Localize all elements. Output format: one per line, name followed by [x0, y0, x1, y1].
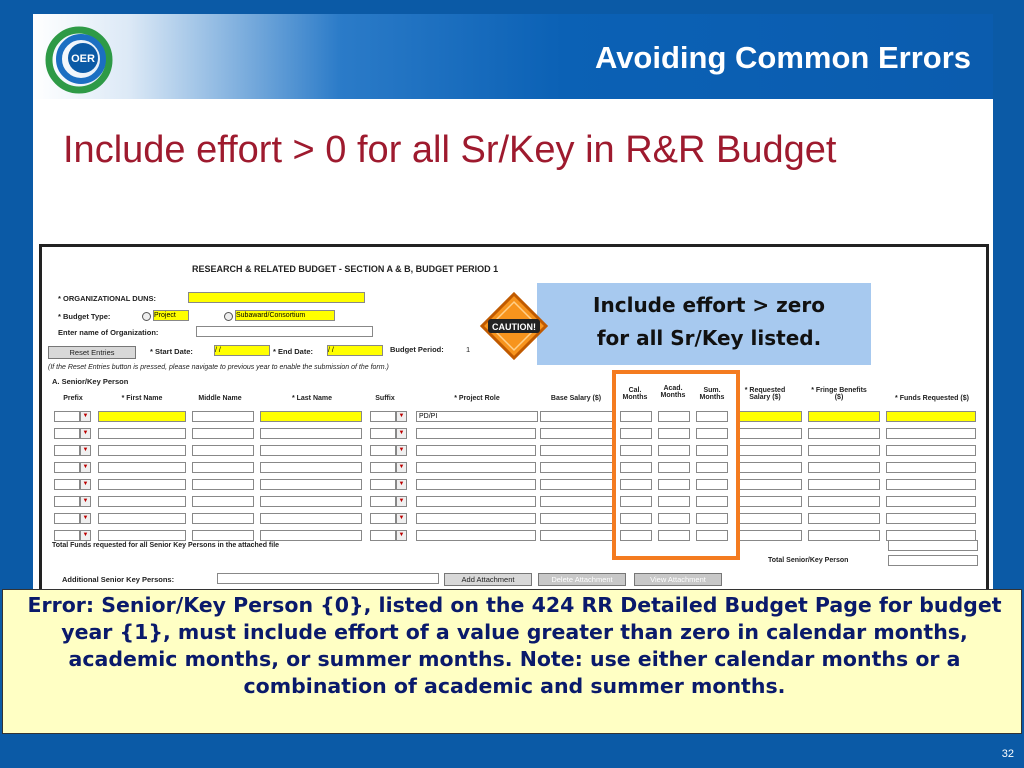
- table-cell-input[interactable]: [192, 530, 254, 541]
- dropdown-arrow-icon[interactable]: ▼: [80, 513, 91, 524]
- table-cell-input[interactable]: [54, 411, 80, 422]
- col-base-salary: Base Salary ($): [550, 395, 602, 402]
- table-cell-input[interactable]: [370, 445, 396, 456]
- col-prefix: Prefix: [63, 395, 83, 402]
- caution-label: CAUTION!: [492, 322, 536, 332]
- add-attachment-button[interactable]: Add Attachment: [444, 573, 532, 586]
- table-cell-input[interactable]: [98, 445, 186, 456]
- dropdown-arrow-icon[interactable]: ▼: [80, 462, 91, 473]
- col-project-role: * Project Role: [454, 395, 500, 402]
- start-date-label: * Start Date:: [150, 347, 193, 356]
- col-acad-months: Acad. Months: [660, 385, 686, 399]
- table-cell-input[interactable]: [260, 530, 362, 541]
- table-cell-input[interactable]: [808, 462, 880, 473]
- dropdown-arrow-icon[interactable]: ▼: [80, 445, 91, 456]
- table-cell-input[interactable]: [54, 530, 80, 541]
- table-cell-input[interactable]: [192, 496, 254, 507]
- table-cell-input[interactable]: [98, 496, 186, 507]
- table-cell-input[interactable]: [736, 513, 802, 524]
- delete-attachment-button[interactable]: Delete Attachment: [538, 573, 626, 586]
- table-cell-input[interactable]: [54, 445, 80, 456]
- table-cell-input[interactable]: [54, 428, 80, 439]
- col-middle-name: Middle Name: [198, 395, 242, 402]
- callout-line-1: Include effort > zero: [593, 293, 825, 317]
- table-cell-input[interactable]: [370, 479, 396, 490]
- table-cell-input[interactable]: [260, 428, 362, 439]
- dropdown-arrow-icon[interactable]: ▼: [396, 411, 407, 422]
- table-cell-input[interactable]: [98, 479, 186, 490]
- budget-type-project-label: Project: [153, 310, 189, 321]
- org-duns-input[interactable]: [188, 292, 365, 303]
- dropdown-arrow-icon[interactable]: ▼: [396, 428, 407, 439]
- table-cell-input[interactable]: [416, 428, 536, 439]
- table-cell-input[interactable]: [808, 411, 880, 422]
- dropdown-arrow-icon[interactable]: ▼: [396, 513, 407, 524]
- total-senior-key-input[interactable]: [888, 555, 978, 566]
- slide-frame: [0, 0, 1024, 14]
- col-fringe-benefits: * Fringe Benefits ($): [811, 387, 867, 401]
- table-cell-input[interactable]: [192, 513, 254, 524]
- dropdown-arrow-icon[interactable]: ▼: [396, 462, 407, 473]
- table-cell-input[interactable]: [736, 530, 802, 541]
- table-cell-input[interactable]: [540, 530, 616, 541]
- error-message-text: Error: Senior/Key Person {0}, listed on the 424 RR Detailed Budget Page for budget year {1}, must include effort of a value greater than zero in calendar months, academic months, or summer months. Note: use either calendar months or a combination of academic and summer months.: [27, 593, 1002, 698]
- reset-note: (If the Reset Entries button is pressed, please navigate to previous year to enable the submission of the form.): [48, 364, 389, 371]
- table-cell-input[interactable]: [886, 428, 976, 439]
- col-funds-requested: * Funds Requested ($): [895, 395, 969, 402]
- table-cell-input[interactable]: [416, 445, 536, 456]
- table-cell-input[interactable]: [808, 513, 880, 524]
- table-cell-input[interactable]: [736, 462, 802, 473]
- start-date-input[interactable]: / /: [214, 345, 270, 356]
- org-name-input[interactable]: [196, 326, 373, 337]
- col-first-name: * First Name: [121, 395, 163, 402]
- dropdown-arrow-icon[interactable]: ▼: [80, 479, 91, 490]
- budget-type-label: * Budget Type:: [58, 312, 111, 321]
- table-cell-input[interactable]: [370, 530, 396, 541]
- dropdown-arrow-icon[interactable]: ▼: [80, 530, 91, 541]
- table-cell-input[interactable]: [98, 411, 186, 422]
- table-cell-input[interactable]: [416, 462, 536, 473]
- table-cell-input[interactable]: [260, 479, 362, 490]
- logo-text: OER: [71, 53, 95, 65]
- dropdown-arrow-icon[interactable]: ▼: [396, 479, 407, 490]
- slide-header: [33, 14, 993, 99]
- col-cal-months: Cal. Months: [622, 387, 648, 401]
- table-cell-input[interactable]: [98, 530, 186, 541]
- table-cell-input[interactable]: [540, 462, 616, 473]
- table-cell-input[interactable]: [808, 445, 880, 456]
- col-last-name: * Last Name: [291, 395, 333, 402]
- table-cell-input[interactable]: [886, 479, 976, 490]
- org-name-label: Enter name of Organization:: [58, 328, 159, 337]
- callout-box: [537, 283, 871, 365]
- table-cell-input[interactable]: [540, 411, 616, 422]
- table-cell-input[interactable]: [416, 513, 536, 524]
- page-number: 32: [1001, 748, 1014, 760]
- table-cell-input[interactable]: [886, 513, 976, 524]
- table-cell-input[interactable]: [192, 428, 254, 439]
- table-cell-input[interactable]: [260, 445, 362, 456]
- table-cell-input[interactable]: [370, 462, 396, 473]
- table-cell-input[interactable]: [54, 513, 80, 524]
- table-cell-input[interactable]: [540, 496, 616, 507]
- table-cell-input[interactable]: [886, 445, 976, 456]
- form-section-title: RESEARCH & RELATED BUDGET - SECTION A & B, BUDGET PERIOD 1: [192, 264, 499, 274]
- table-cell-input[interactable]: [808, 530, 880, 541]
- col-suffix: Suffix: [375, 395, 395, 402]
- table-cell-input[interactable]: [808, 496, 880, 507]
- total-funds-attached-input[interactable]: [888, 540, 978, 551]
- table-cell-input[interactable]: [260, 496, 362, 507]
- budget-type-subaward-label: Subaward/Consortium: [235, 310, 335, 321]
- table-cell-input[interactable]: [736, 479, 802, 490]
- table-cell-input[interactable]: [98, 513, 186, 524]
- table-cell-input[interactable]: [54, 496, 80, 507]
- additional-persons-label: Additional Senior Key Persons:: [62, 575, 175, 584]
- table-cell-input[interactable]: [192, 411, 254, 422]
- caution-sign-icon: [478, 290, 550, 362]
- table-cell-input[interactable]: [886, 462, 976, 473]
- table-cell-input[interactable]: [370, 513, 396, 524]
- org-duns-label: * ORGANIZATIONAL DUNS:: [58, 294, 157, 303]
- table-cell-input[interactable]: [370, 411, 396, 422]
- table-cell-input[interactable]: [540, 513, 616, 524]
- table-cell-input[interactable]: [736, 496, 802, 507]
- table-cell-input[interactable]: [192, 462, 254, 473]
- months-highlight-box: [612, 370, 740, 560]
- budget-period-label: Budget Period:: [390, 345, 444, 354]
- table-cell-input[interactable]: [370, 428, 396, 439]
- col-requested-salary: * Requested Salary ($): [744, 387, 786, 401]
- table-cell-input[interactable]: [886, 496, 976, 507]
- end-date-input[interactable]: / /: [327, 345, 383, 356]
- table-cell-input[interactable]: [736, 411, 802, 422]
- table-cell-input[interactable]: [98, 462, 186, 473]
- additional-persons-input[interactable]: [217, 573, 439, 584]
- budget-period-value: 1: [466, 345, 471, 354]
- dropdown-arrow-icon[interactable]: ▼: [80, 496, 91, 507]
- table-cell-input[interactable]: [416, 530, 536, 541]
- table-cell-input[interactable]: [808, 428, 880, 439]
- view-attachment-button[interactable]: View Attachment: [634, 573, 722, 586]
- table-cell-input[interactable]: [260, 513, 362, 524]
- total-funds-attached-label: Total Funds requested for all Senior Key Persons in the attached file: [52, 542, 280, 549]
- reset-entries-button[interactable]: Reset Entries: [48, 346, 136, 359]
- callout-line-2: for all Sr/Key listed.: [596, 326, 822, 350]
- error-message-box: [2, 589, 1022, 734]
- table-cell-input[interactable]: [260, 411, 362, 422]
- table-cell-input[interactable]: [540, 479, 616, 490]
- budget-type-subaward-radio[interactable]: [224, 312, 233, 321]
- oer-logo: [43, 24, 115, 96]
- dropdown-arrow-icon[interactable]: ▼: [396, 530, 407, 541]
- table-cell-input[interactable]: [736, 445, 802, 456]
- table-cell-input[interactable]: [54, 462, 80, 473]
- table-cell-input[interactable]: [54, 479, 80, 490]
- table-cell-input[interactable]: [540, 445, 616, 456]
- table-cell-input[interactable]: [416, 496, 536, 507]
- dropdown-arrow-icon[interactable]: ▼: [396, 445, 407, 456]
- senior-key-section-label: A. Senior/Key Person: [52, 377, 129, 386]
- dropdown-arrow-icon[interactable]: ▼: [396, 496, 407, 507]
- dropdown-arrow-icon[interactable]: ▼: [80, 428, 91, 439]
- col-sum-months: Sum. Months: [699, 387, 725, 401]
- table-cell-input[interactable]: [260, 462, 362, 473]
- dropdown-arrow-icon[interactable]: ▼: [80, 411, 91, 422]
- table-cell-input[interactable]: [416, 479, 536, 490]
- total-senior-key-label: Total Senior/Key Person: [768, 557, 849, 564]
- table-cell-input[interactable]: [540, 428, 616, 439]
- table-cell-input[interactable]: [886, 411, 976, 422]
- table-cell-input[interactable]: [370, 496, 396, 507]
- project-role-cell[interactable]: PD/PI: [416, 411, 538, 422]
- budget-type-project-radio[interactable]: [142, 312, 151, 321]
- table-cell-input[interactable]: [192, 479, 254, 490]
- end-date-label: * End Date:: [273, 347, 314, 356]
- table-cell-input[interactable]: [736, 428, 802, 439]
- table-cell-input[interactable]: [192, 445, 254, 456]
- callout-text: [547, 289, 871, 355]
- table-cell-input[interactable]: [98, 428, 186, 439]
- slide-subtitle: Include effort > 0 for all Sr/Key in R&R Budget: [63, 129, 837, 171]
- table-cell-input[interactable]: [808, 479, 880, 490]
- slide-title: Avoiding Common Errors: [594, 40, 971, 75]
